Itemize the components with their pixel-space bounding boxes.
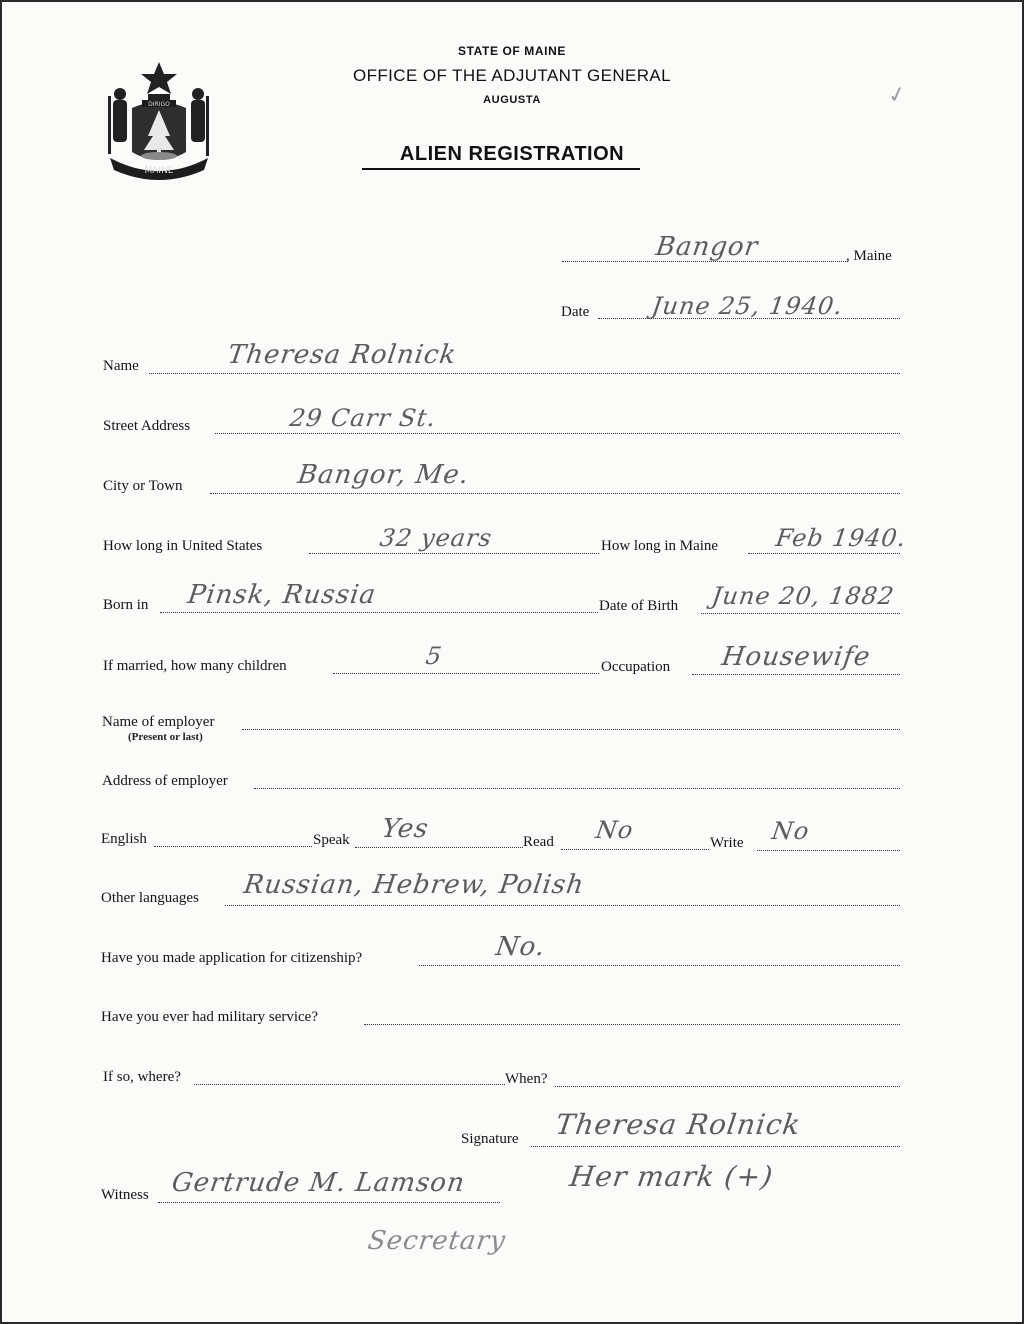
other-languages-value: Russian, Hebrew, Polish [241, 870, 587, 900]
children-value: 5 [424, 642, 445, 670]
street-label: Street Address [103, 418, 191, 434]
signature-mark: Her mark (+) [567, 1160, 776, 1193]
military-line [364, 1024, 900, 1025]
employer-label: Name of employer [102, 714, 215, 730]
speak-line [355, 847, 523, 848]
write-value: No [770, 817, 812, 845]
born-in-value: Pinsk, Russia [185, 580, 379, 610]
english-line [154, 846, 312, 847]
witness-title: Secretary [365, 1226, 508, 1256]
location-suffix: , Maine [846, 248, 892, 264]
seal-banner-text: MAINE [144, 166, 174, 176]
form-title: ALIEN REGISTRATION [399, 143, 625, 165]
header-city: AUGUSTA [483, 94, 541, 106]
name-value: Theresa Rolnick [225, 340, 459, 370]
other-languages-label: Other languages [101, 890, 199, 906]
signature-label: Signature [461, 1131, 519, 1147]
name-line [149, 373, 900, 374]
children-label: If married, how many children [103, 658, 287, 674]
us-duration-label: How long in United States [103, 538, 263, 554]
city-line [210, 493, 900, 494]
title-underline [362, 168, 640, 170]
witness-value: Gertrude M. Lamson [169, 1168, 467, 1198]
military-label: Have you ever had military service? [101, 1009, 318, 1025]
dob-label: Date of Birth [599, 598, 679, 614]
employer-address-label: Address of employer [102, 773, 228, 789]
date-label: Date [561, 304, 590, 320]
us-duration-line [309, 553, 599, 554]
employer-sublabel: (Present or last) [128, 731, 203, 743]
us-duration-value: 32 years [378, 524, 494, 552]
occupation-label: Occupation [601, 659, 671, 675]
date-value: June 25, 1940. [650, 292, 845, 320]
location-value: Bangor [653, 232, 761, 262]
city-label: City or Town [103, 478, 183, 494]
born-in-label: Born in [103, 597, 149, 613]
when-label: When? [505, 1071, 548, 1087]
maine-duration-line [748, 553, 900, 554]
citizenship-line [419, 965, 900, 966]
dob-line [701, 613, 900, 614]
signature-value: Theresa Rolnick [553, 1108, 804, 1141]
read-label: Read [523, 834, 554, 850]
born-in-line [160, 612, 598, 613]
when-line [555, 1086, 900, 1087]
speak-value: Yes [379, 814, 431, 844]
read-value: No [594, 816, 636, 844]
employer-address-line [254, 788, 900, 789]
dob-value: June 20, 1882 [710, 582, 897, 610]
citizenship-value: No. [493, 932, 548, 962]
header-state: STATE OF MAINE [458, 44, 566, 58]
speak-label: Speak [313, 832, 350, 848]
occupation-line [692, 674, 900, 675]
citizenship-label: Have you made application for citizenship? [101, 950, 363, 966]
other-languages-line [225, 905, 900, 906]
children-line [333, 673, 599, 674]
name-label: Name [103, 358, 139, 374]
write-line [757, 850, 900, 851]
where-line [194, 1084, 505, 1085]
read-line [561, 849, 709, 850]
city-value: Bangor, Me. [295, 460, 472, 490]
employer-line [242, 729, 900, 730]
witness-label: Witness [101, 1187, 149, 1203]
header-office: OFFICE OF THE ADJUTANT GENERAL [352, 66, 672, 85]
street-value: 29 Carr St. [288, 404, 439, 432]
signature-line [531, 1146, 900, 1147]
street-line [215, 433, 900, 434]
check-mark-icon: ✓ [885, 80, 909, 109]
where-label: If so, where? [103, 1069, 181, 1085]
seal-motto-text: DIRIGO [148, 101, 170, 108]
write-label: Write [710, 835, 744, 851]
english-label: English [101, 831, 147, 847]
maine-duration-value: Feb 1940. [774, 524, 909, 552]
maine-duration-label: How long in Maine [601, 538, 719, 554]
occupation-value: Housewife [719, 642, 873, 672]
witness-line [158, 1202, 500, 1203]
